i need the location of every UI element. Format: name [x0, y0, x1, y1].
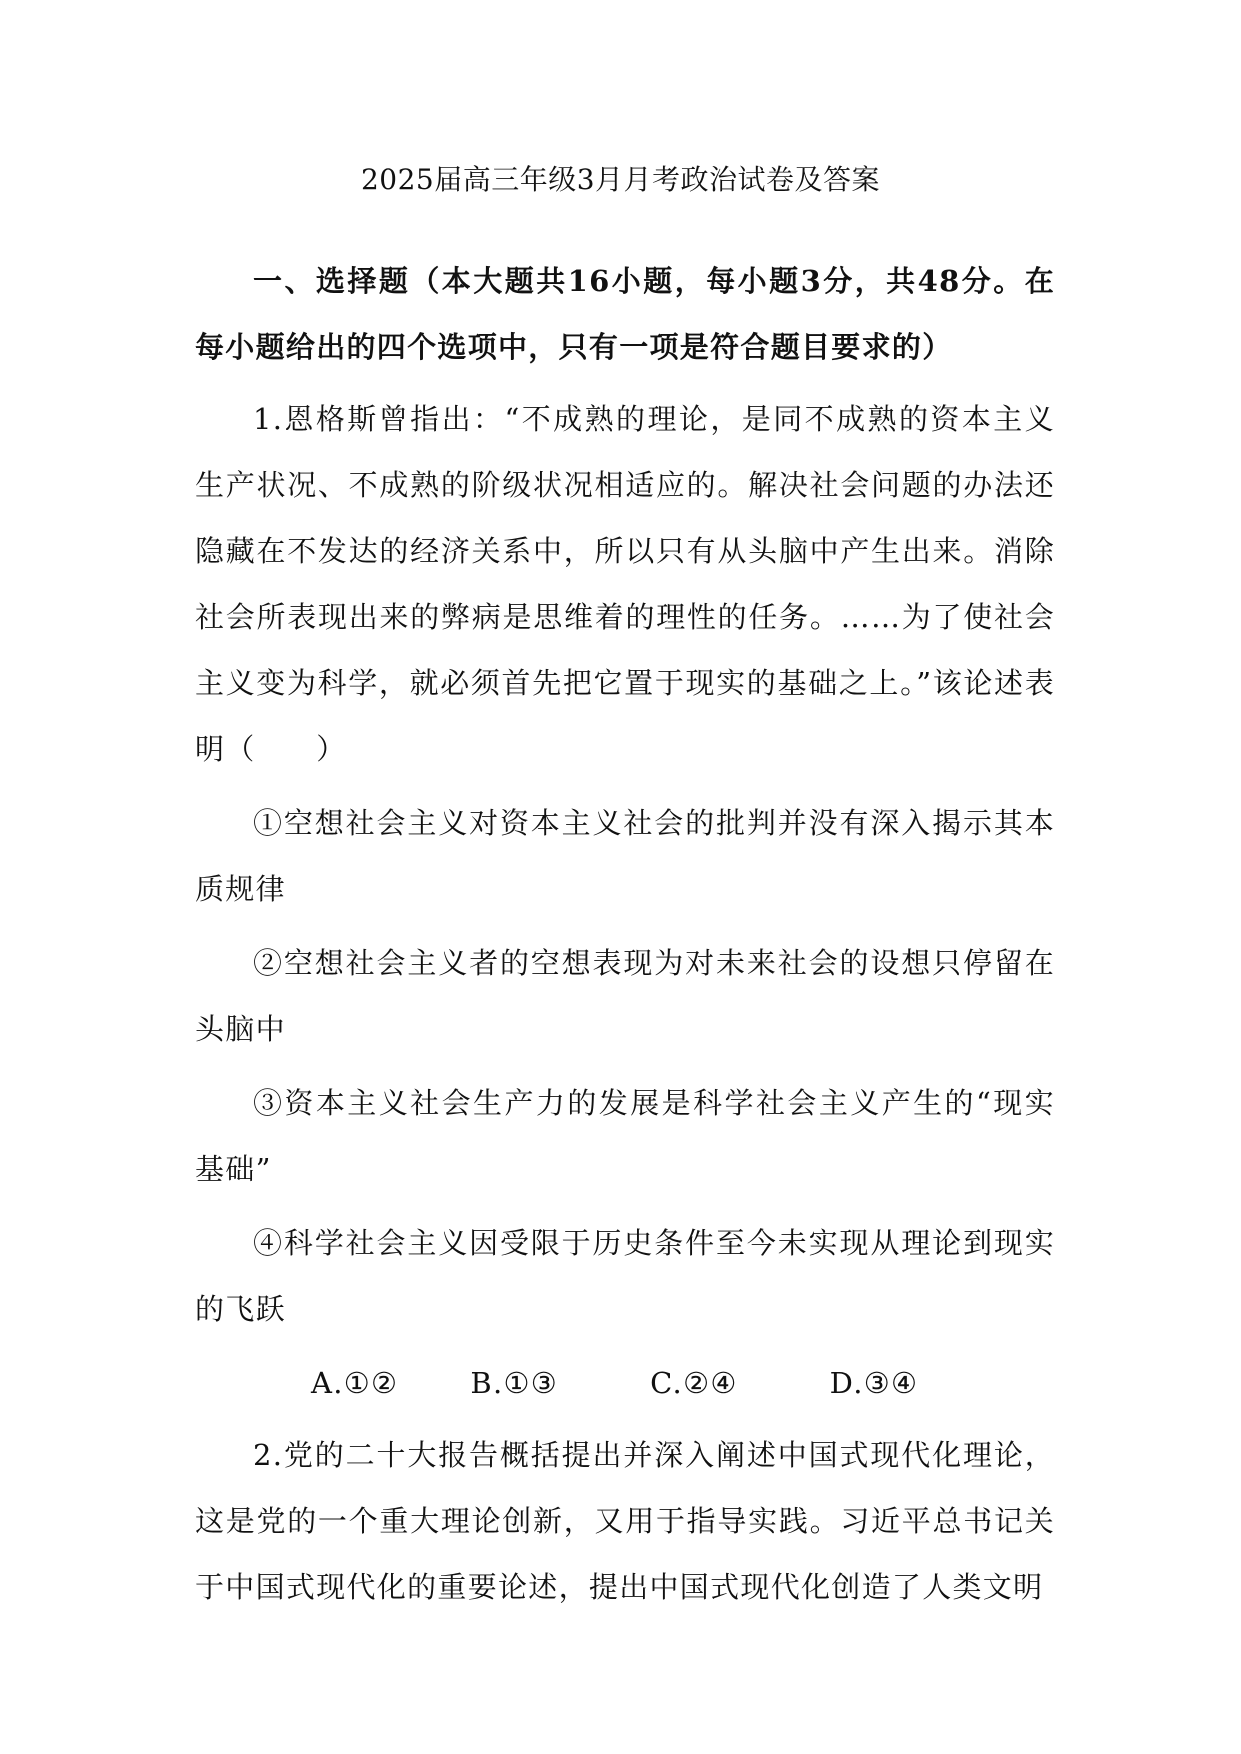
question-1-stem: 1.恩格斯曾指出：“不成熟的理论，是同不成熟的资本主义生产状况、不成熟的阶级状况相适应的。解决社会问题的办法还隐藏在不发达的经济关系中，所以只有从头脑中产生出来。消除社会所表现出来的弊病是思维着的理性的任务。……为了使社会主义变为科学，就必须首先把它置于现实的基础之上。”该论述表明（ ） — [195, 402, 1055, 766]
section-heading-multiple-choice: 一、选择题（本大题共16小题，每小题3分，共48分。在每小题给出的四个选项中，只有一项是符合题目要求的） — [195, 264, 1055, 364]
question-1 — [195, 386, 1055, 1416]
choice-a: A.①② — [311, 1366, 399, 1400]
choice-b: B.①③ — [470, 1366, 559, 1400]
question-1-answer-choices — [195, 1350, 1055, 1416]
question-1-statement-3: ③资本主义社会生产力的发展是科学社会主义产生的“现实基础” — [195, 1086, 1055, 1186]
question-2-stem: 2.党的二十大报告概括提出并深入阐述中国式现代化理论，这是党的一个重大理论创新，又用于指导实践。习近平总书记关于中国式现代化的重要论述，提出中国式现代化创造了人类文明 — [195, 1438, 1055, 1604]
question-1-statement-4: ④科学社会主义因受限于历史条件至今未实现从理论到现实的飞跃 — [195, 1226, 1055, 1326]
choice-c: C.②④ — [650, 1366, 738, 1400]
question-1-statement-2: ②空想社会主义者的空想表现为对未来社会的设想只停留在头脑中 — [195, 946, 1055, 1046]
document-body — [195, 248, 1055, 1620]
question-1-statement-1: ①空想社会主义对资本主义社会的批判并没有深入揭示其本质规律 — [195, 806, 1055, 906]
question-2 — [195, 1422, 1055, 1620]
document-title: 2025届高三年级3月月考政治试卷及答案 — [360, 163, 881, 196]
choice-d: D.③④ — [829, 1366, 919, 1400]
